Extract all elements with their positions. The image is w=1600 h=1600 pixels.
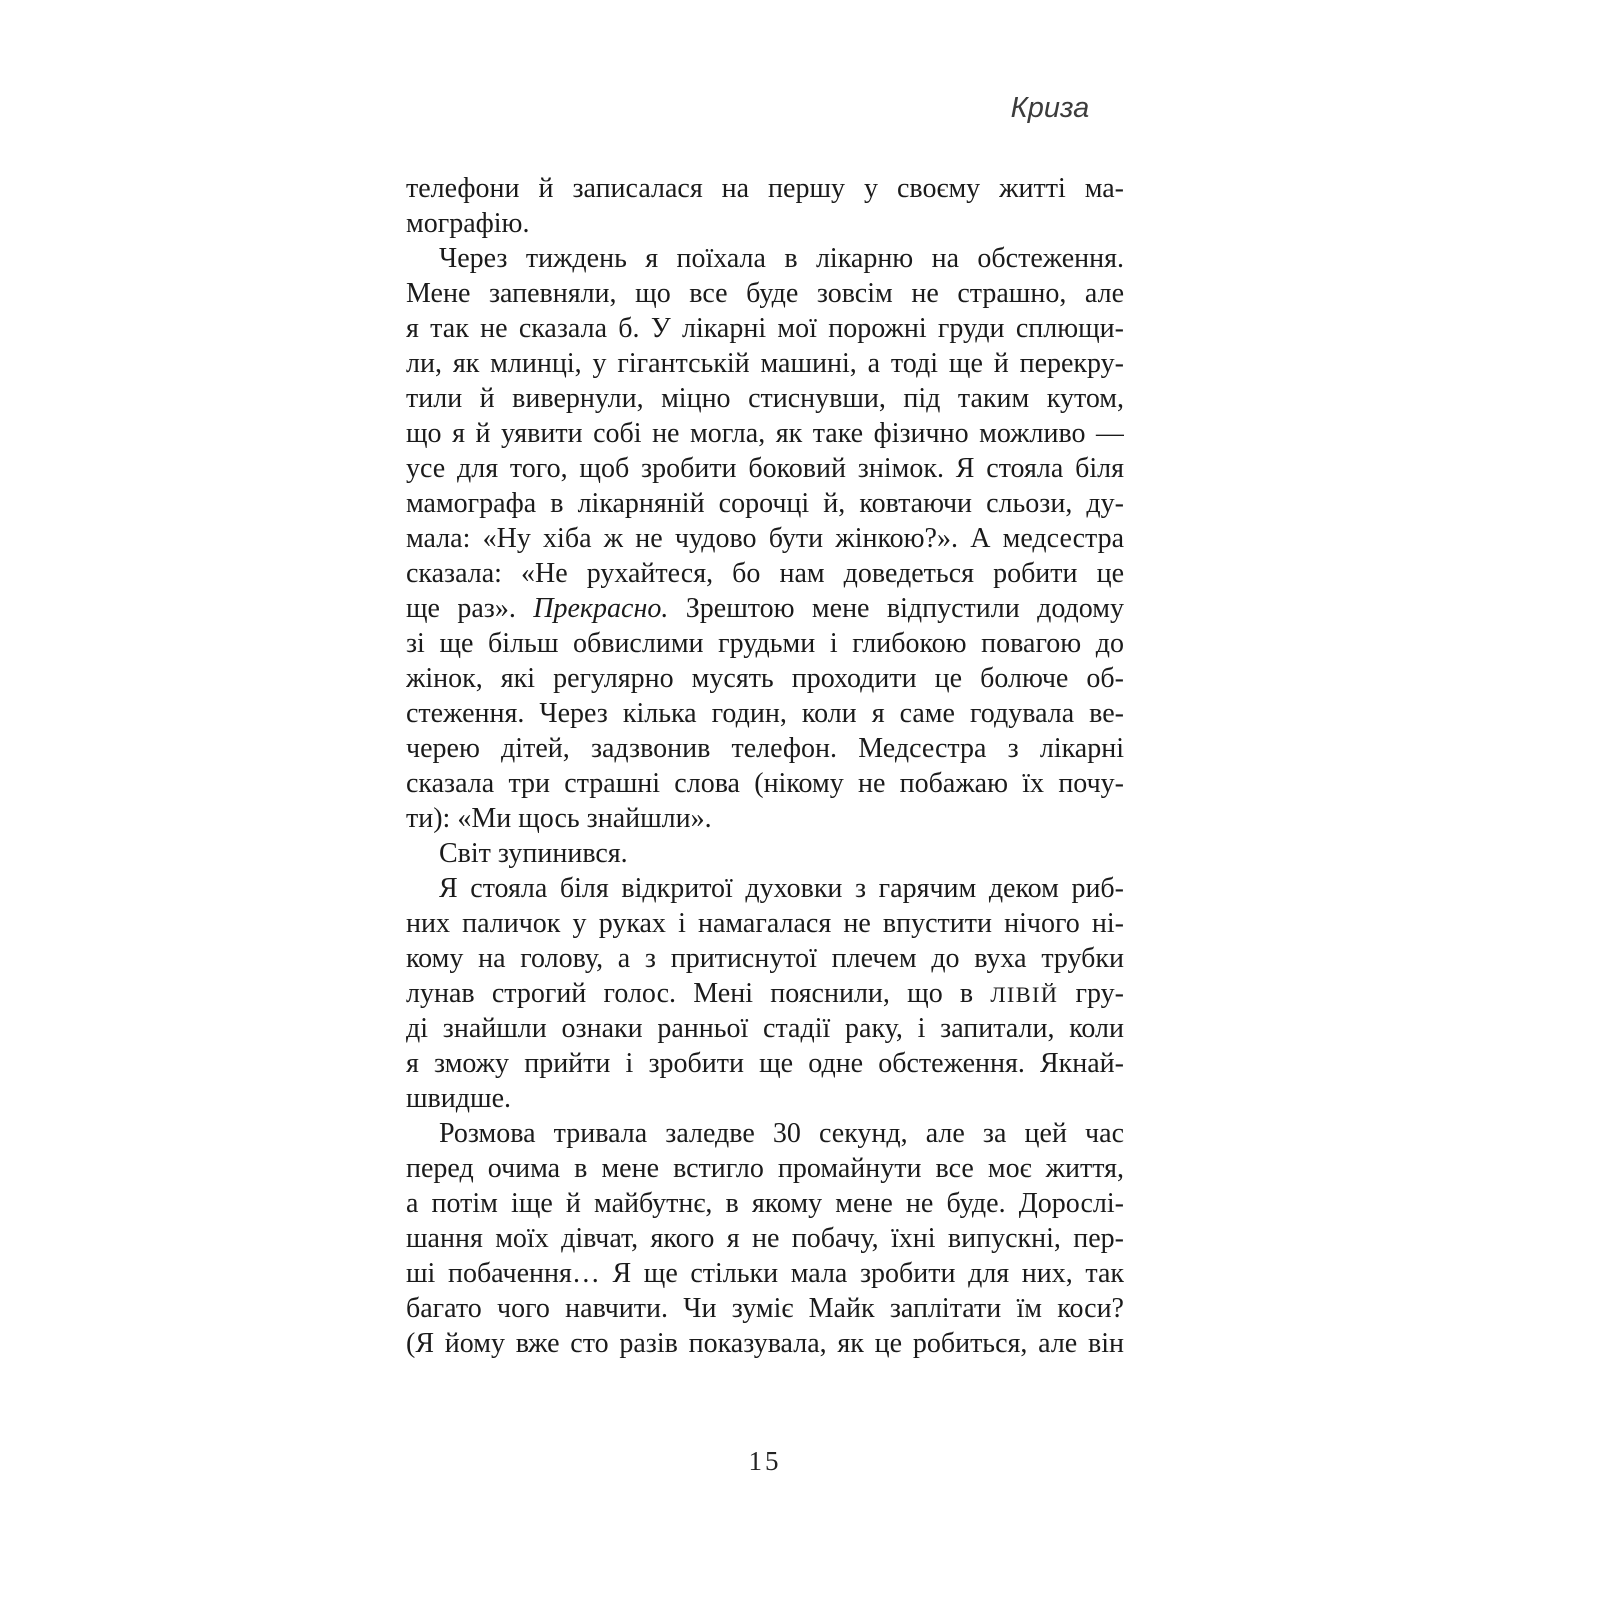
text-segment: жінок, які регулярно мусять проходити це болюче об- [406,663,1124,694]
text-segment: усе для того, щоб зробити боковий знімок. Я стояла біля [406,453,1124,484]
text-segment: телефони й записалася на першу у своєму житті ма- [406,173,1124,204]
text-segment: що я й уявити собі не могла, як таке фізично можливо — [406,418,1124,449]
text-segment: мала: «Ну хіба ж не чудово бути жінкою?». А медсестра [406,523,1124,554]
text-line [406,626,1124,661]
text-line [406,1151,1124,1186]
text-line [406,976,1124,1011]
text-line [406,276,1124,311]
text-segment: сказала: «Не рухайтеся, бо нам доведеться робити це [406,558,1124,589]
page-number: 15 [748,1446,782,1476]
text-segment: шання моїх дівчат, якого я не побачу, їхні випускні, пер- [406,1223,1124,1254]
text-segment: ші побачення… Я ще стільки мала зробити для них, так [406,1258,1124,1289]
text-line [406,696,1124,731]
text-segment: багато чого навчити. Чи зуміє Майк заплітати їм коси? [406,1293,1124,1324]
text-segment: лунав строгий голос. Мені пояснили, що в [406,978,991,1009]
text-segment: ти): «Ми щось знайшли». [406,803,712,834]
text-segment: (Я йому вже сто разів показувала, як це робиться, але він [406,1328,1124,1359]
text-line [406,871,1124,906]
text-line [406,1326,1124,1361]
text-line [406,416,1124,451]
text-line [406,1116,1124,1151]
text-line [406,766,1124,801]
text-line [406,171,1124,206]
text-segment: я так не сказала б. У лікарні мої порожні груди сплющи- [406,313,1124,344]
text-line [406,1081,1124,1116]
text-line [406,836,1124,871]
italic-emphasis: Прекрасно. [533,593,669,624]
smallcaps-emphasis: ЛІВІЙ [990,982,1059,1007]
text-segment: черею дітей, задзвонив телефон. Медсестра з лікарні [406,733,1124,764]
text-line [406,1221,1124,1256]
text-segment: Я стояла біля відкритої духовки з гарячим деком риб- [439,873,1124,904]
text-segment: зі ще більш обвислими грудьми і глибокою повагою до [406,628,1124,659]
text-segment: Через тиждень я поїхала в лікарню на обстеження. [439,243,1124,274]
running-head: Криза [1010,92,1090,124]
text-line [406,451,1124,486]
text-segment: а потім іще й майбутнє, в якому мене не буде. Дорослі- [406,1188,1124,1219]
text-block [406,171,1124,1361]
text-line [406,486,1124,521]
text-segment: мографію. [406,208,530,239]
text-line [406,1046,1124,1081]
text-line [406,206,1124,241]
text-segment: мамографа в лікарняній сорочці й, ковтаючи сльози, ду- [406,488,1124,519]
text-line [406,381,1124,416]
text-line [406,346,1124,381]
text-line [406,941,1124,976]
text-line [406,1186,1124,1221]
text-segment: тили й вивернули, міцно стиснувши, під таким кутом, [406,383,1124,414]
text-segment: Світ зупинився. [439,838,628,869]
text-segment: ли, як млинці, у гігантській машині, а тоді ще й перекру- [406,348,1124,379]
text-line [406,1256,1124,1291]
text-line [406,1291,1124,1326]
text-segment: сказала три страшні слова (нікому не побажаю їх почу- [406,768,1124,799]
text-line [406,591,1124,626]
text-segment: стеження. Через кілька годин, коли я саме годувала ве- [406,698,1124,729]
text-segment: я зможу прийти і зробити ще одне обстеження. Якнай- [406,1048,1124,1079]
text-segment: Мене запевняли, що все буде зовсім не страшно, але [406,278,1124,309]
text-line [406,521,1124,556]
text-line [406,556,1124,591]
text-segment: Розмова тривала заледве 30 секунд, але за цей час [439,1118,1124,1149]
text-segment: швидше. [406,1083,511,1114]
text-segment: ді знайшли ознаки ранньої стадії раку, і запитали, коли [406,1013,1124,1044]
text-segment: них паличок у руках і намагалася не впустити нічого ні- [406,908,1124,939]
text-line [406,801,1124,836]
text-segment: гру- [1058,978,1124,1009]
text-segment: перед очима в мене встигло промайнути все моє життя, [406,1153,1124,1184]
text-line [406,731,1124,766]
text-line [406,311,1124,346]
text-segment: ще раз». [406,593,534,624]
text-segment: кому на голову, а з притиснутої плечем до вуха трубки [406,943,1124,974]
text-line [406,661,1124,696]
text-line [406,241,1124,276]
text-segment: Зрештою мене відпустили додому [668,593,1124,624]
text-line [406,906,1124,941]
text-line [406,1011,1124,1046]
